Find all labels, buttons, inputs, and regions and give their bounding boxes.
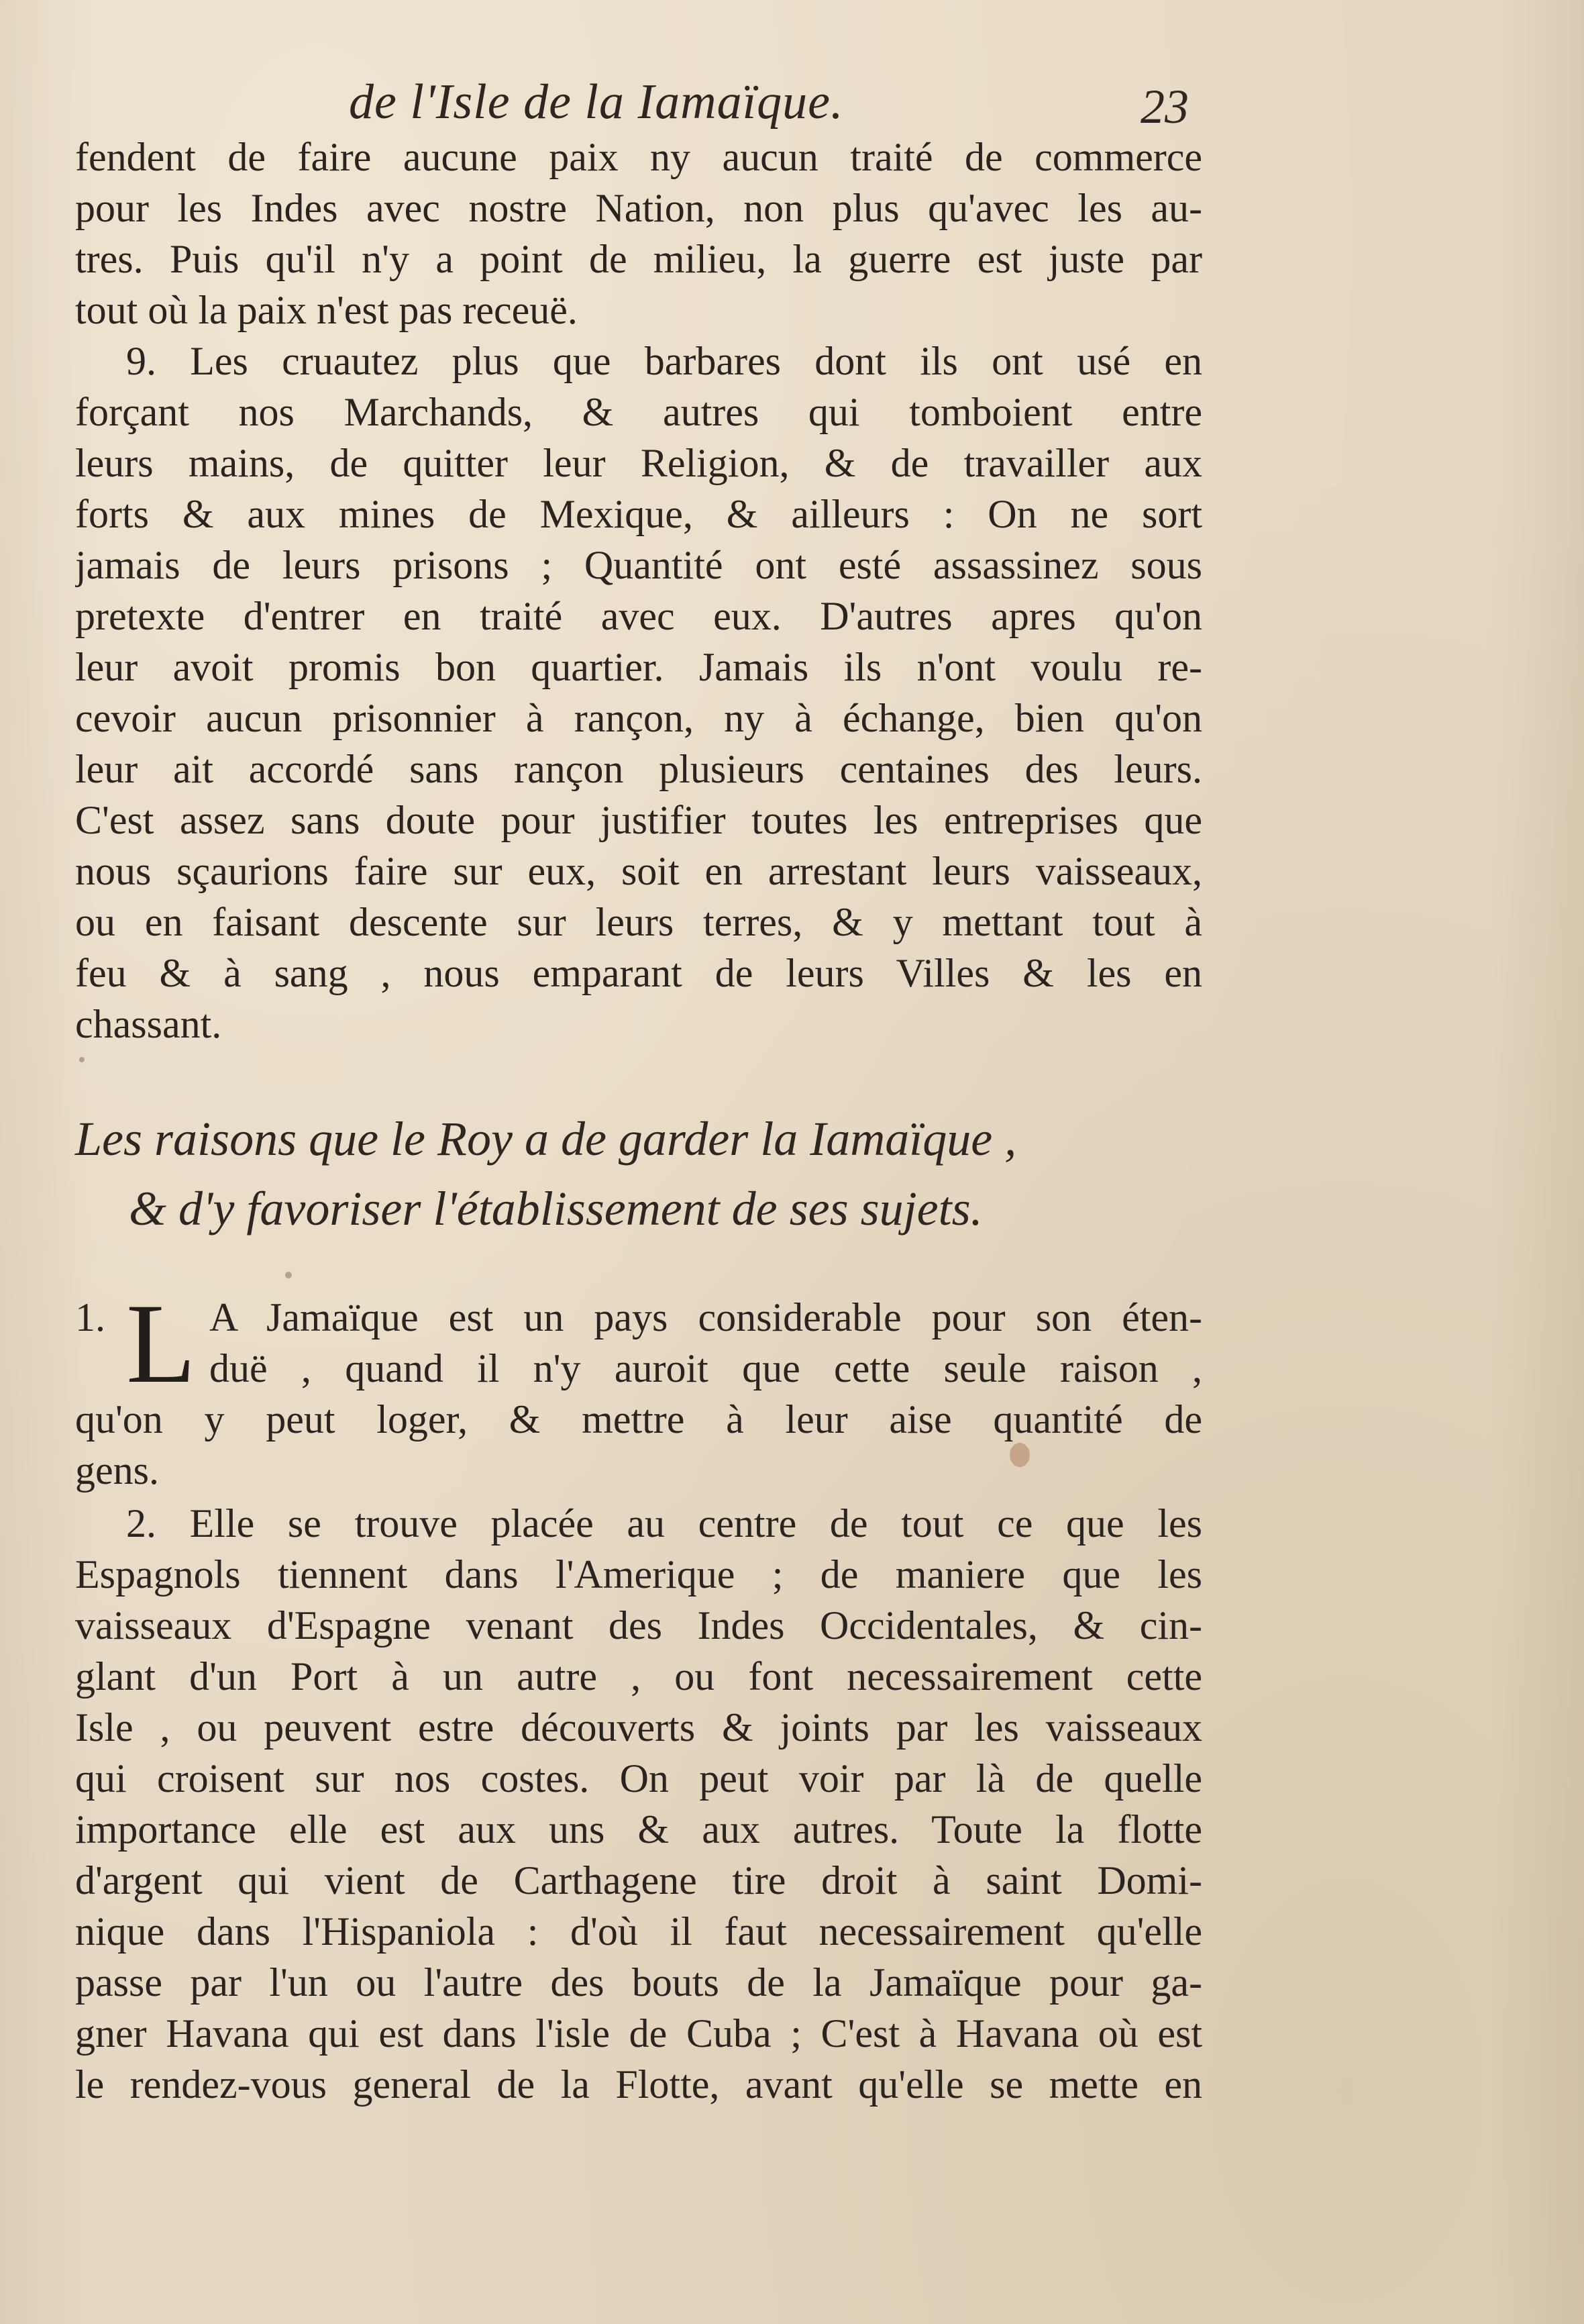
running-head: de l'Isle de la Iamaïque. bbox=[349, 74, 844, 130]
paper-stain bbox=[1010, 1443, 1030, 1467]
text-line: vaisseaux d'Espagne venant des Indes Occidentales, & cin- bbox=[75, 1603, 1202, 1648]
paragraph-2 bbox=[75, 1498, 1202, 2110]
section-heading bbox=[75, 1104, 1229, 1244]
text-line-rest: A Jamaïque est un pays considerable pour son éten- bbox=[209, 1295, 1202, 1340]
text-line: gner Havana qui est dans l'isle de Cuba ; C'est à Havana où est bbox=[75, 2011, 1202, 2056]
text-line: cevoir aucun prisonnier à rançon, ny à échange, bien qu'on bbox=[75, 696, 1202, 740]
text-line: le rendez-vous general de la Flotte, avant qu'elle se mette en bbox=[75, 2062, 1202, 2107]
text-line: glant d'un Port à un autre , ou font necessairement cette bbox=[75, 1654, 1202, 1699]
paragraph-number: 1. bbox=[75, 1295, 105, 1340]
text-line: 2. Elle se trouve placée au centre de tout ce que les bbox=[126, 1501, 1202, 1546]
text-line: chassant. bbox=[75, 1002, 222, 1046]
text-line: Isle , ou peuvent estre découverts & joints par les vaisseaux bbox=[75, 1705, 1202, 1750]
text-line: forçant nos Marchands, & autres qui tomboient entre bbox=[75, 390, 1202, 434]
text-line: tout où la paix n'est pas receuë. bbox=[75, 288, 578, 332]
text-line: gens. bbox=[75, 1448, 159, 1493]
section-heading-line: & d'y favoriser l'établissement de ses sujets. bbox=[129, 1182, 983, 1235]
text-line: forts & aux mines de Mexique, & ailleurs : On ne sort bbox=[75, 492, 1202, 536]
text-line: tres. Puis qu'il n'y a point de milieu, la guerre est juste par bbox=[75, 237, 1202, 281]
text-line: qui croisent sur nos costes. On peut voir par là de quelle bbox=[75, 1756, 1202, 1801]
text-line-rest: duë , quand il n'y auroit que cette seule raison , bbox=[209, 1346, 1202, 1391]
section-heading-line: Les raisons que le Roy a de garder la Iamaïque , bbox=[75, 1112, 1017, 1166]
text-line: fendent de faire aucune paix ny aucun traité de commerce bbox=[75, 135, 1202, 179]
text-line: jamais de leurs prisons ; Quantité ont esté assassinez sous bbox=[75, 543, 1202, 587]
text-line: Espagnols tiennent dans l'Amerique ; de maniere que les bbox=[75, 1552, 1202, 1597]
text-line: pretexte d'entrer en traité avec eux. D'autres apres qu'on bbox=[75, 594, 1202, 638]
text-line: nous sçaurions faire sur eux, soit en arrestant leurs vaisseaux, bbox=[75, 849, 1202, 893]
text-line: pour les Indes avec nostre Nation, non plus qu'avec les au- bbox=[75, 186, 1202, 230]
text-line: 9. Les cruautez plus que barbares dont ils ont usé en bbox=[126, 339, 1202, 383]
text-block-top bbox=[75, 132, 1202, 1050]
text-line: ou en faisant descente sur leurs terres, & y mettant tout à bbox=[75, 900, 1202, 944]
text-line: feu & à sang , nous emparant de leurs Villes & les en bbox=[75, 951, 1202, 995]
text-line: nique dans l'Hispaniola : d'où il faut necessairement qu'elle bbox=[75, 1909, 1202, 1954]
text-line bbox=[75, 1343, 1202, 1394]
text-line: importance elle est aux uns & aux autres. Toute la flotte bbox=[75, 1807, 1202, 1852]
text-line: d'argent qui vient de Carthagene tire droit à saint Domi- bbox=[75, 1858, 1202, 1903]
text-line: leur avoit promis bon quartier. Jamais ils n'ont voulu re- bbox=[75, 645, 1202, 689]
paper-speck bbox=[79, 1057, 85, 1062]
text-line: leur ait accordé sans rançon plusieurs centaines des leurs. bbox=[75, 747, 1202, 791]
text-line: leurs mains, de quitter leur Religion, & de travailler aux bbox=[75, 441, 1202, 485]
page-number: 23 bbox=[1141, 80, 1189, 134]
paragraph-1 bbox=[75, 1280, 1202, 1496]
paper-speck bbox=[285, 1272, 292, 1278]
text-line: qu'on y peut loger, & mettre à leur aise quantité de bbox=[75, 1397, 1202, 1442]
text-line: C'est assez sans doute pour justifier toutes les entreprises que bbox=[75, 798, 1202, 842]
drop-cap: L bbox=[126, 1280, 196, 1407]
text-line: passe par l'un ou l'autre des bouts de la Jamaïque pour ga- bbox=[75, 1960, 1202, 2005]
